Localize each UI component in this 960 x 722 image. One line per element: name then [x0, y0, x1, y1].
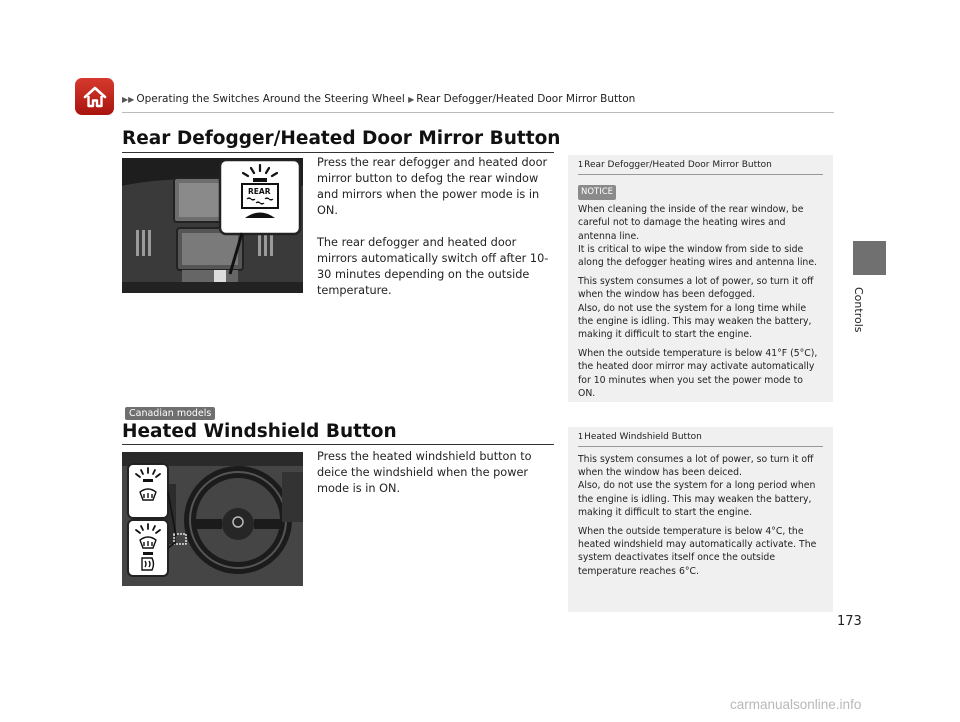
sidebar-paragraph: Also, do not use the system for a long period when the engine is idling. This may weaken the battery, making it difficult to start the engine.	[578, 480, 816, 518]
breadcrumb-arrow-icon: ▶▶	[122, 95, 135, 104]
rear-button-label: REAR	[248, 187, 271, 196]
indicator-light-icon	[136, 524, 160, 533]
mirror-heater-icon	[142, 558, 154, 570]
sidebar-paragraph: When the outside temperature is below 4°C, the heated windshield may automatically activate. The system deactivates itself once the outside temperature reaches 6°C.	[578, 526, 817, 577]
breadcrumb-item[interactable]: Operating the Switches Around the Steering Wheel	[136, 93, 405, 105]
breadcrumb-arrow-icon: ▶	[408, 95, 415, 104]
heated-windshield-button-callout	[128, 464, 168, 576]
page-number: 173	[837, 614, 862, 629]
rear-defogger-button-callout	[225, 163, 295, 227]
canadian-models-tag: Canadian models	[125, 407, 215, 420]
chapter-tab[interactable]	[853, 241, 886, 275]
home-icon	[82, 85, 108, 109]
sidebar-paragraph: This system consumes a lot of power, so turn it off when the window has been defogged.	[578, 276, 814, 301]
section1-body	[317, 155, 552, 299]
section2-body	[317, 449, 547, 497]
sidebar-header	[578, 155, 823, 175]
section-title: Rear Defogger/Heated Door Mirror Button	[122, 128, 561, 149]
reference-mark: 1	[578, 160, 584, 169]
title-divider	[122, 152, 554, 153]
sidebar-title: Heated Windshield Button	[584, 432, 702, 442]
body-paragraph: Press the rear defogger and heated door mirror button to defog the rear window and mirrors when the power mode is in ON.	[317, 156, 548, 217]
sidebar-content	[578, 447, 823, 578]
breadcrumb-item[interactable]: Rear Defogger/Heated Door Mirror Button	[416, 93, 636, 105]
windshield-heater-icon	[140, 537, 156, 548]
home-button[interactable]	[75, 78, 114, 115]
indicator-light-icon	[136, 468, 160, 477]
reference-mark: 1	[578, 432, 584, 441]
sidebar-paragraph: When the outside temperature is below 41°F (5°C), the heated door mirror may activate automatically for 10 minutes when you set the power mode to ON.	[578, 348, 818, 399]
sidebar-title: Rear Defogger/Heated Door Mirror Button	[584, 160, 772, 170]
sidebar-header	[578, 427, 823, 447]
finger-icon	[245, 213, 275, 219]
body-paragraph: The rear defogger and heated door mirrors automatically switch off after 10-30 minutes depending on the outside temperature.	[317, 236, 549, 297]
section-title: Heated Windshield Button	[122, 421, 397, 442]
body-paragraph: Press the heated windshield button to deice the windshield when the power mode is in ON.	[317, 450, 532, 495]
header-divider	[122, 112, 834, 113]
windshield-heater-icon	[140, 489, 156, 500]
chapter-tab-label: Controls	[852, 287, 865, 333]
sidebar-content	[578, 175, 823, 400]
notice-badge: NOTICE	[578, 185, 616, 200]
watermark: carmanualsonline.info	[730, 697, 862, 712]
title-divider	[122, 444, 554, 445]
sidebar-paragraph: It is critical to wipe the window from side to side along the defogger heating wires and antenna line.	[578, 243, 817, 269]
breadcrumb	[122, 93, 635, 105]
sidebar-paragraph: Also, do not use the system for a long time while the engine is idling. This may weaken the battery, making it difficult to start the engine.	[578, 302, 812, 341]
sidebar-paragraph: When cleaning the inside of the rear window, be careful not to damage the heating wires and antenna line.	[578, 204, 804, 242]
rear-defogger-sidebar	[568, 155, 833, 402]
indicator-light-icon	[243, 165, 277, 176]
sidebar-paragraph: This system consumes a lot of power, so turn it off when the window has been deiced.	[578, 454, 814, 479]
heated-windshield-sidebar	[568, 427, 833, 612]
